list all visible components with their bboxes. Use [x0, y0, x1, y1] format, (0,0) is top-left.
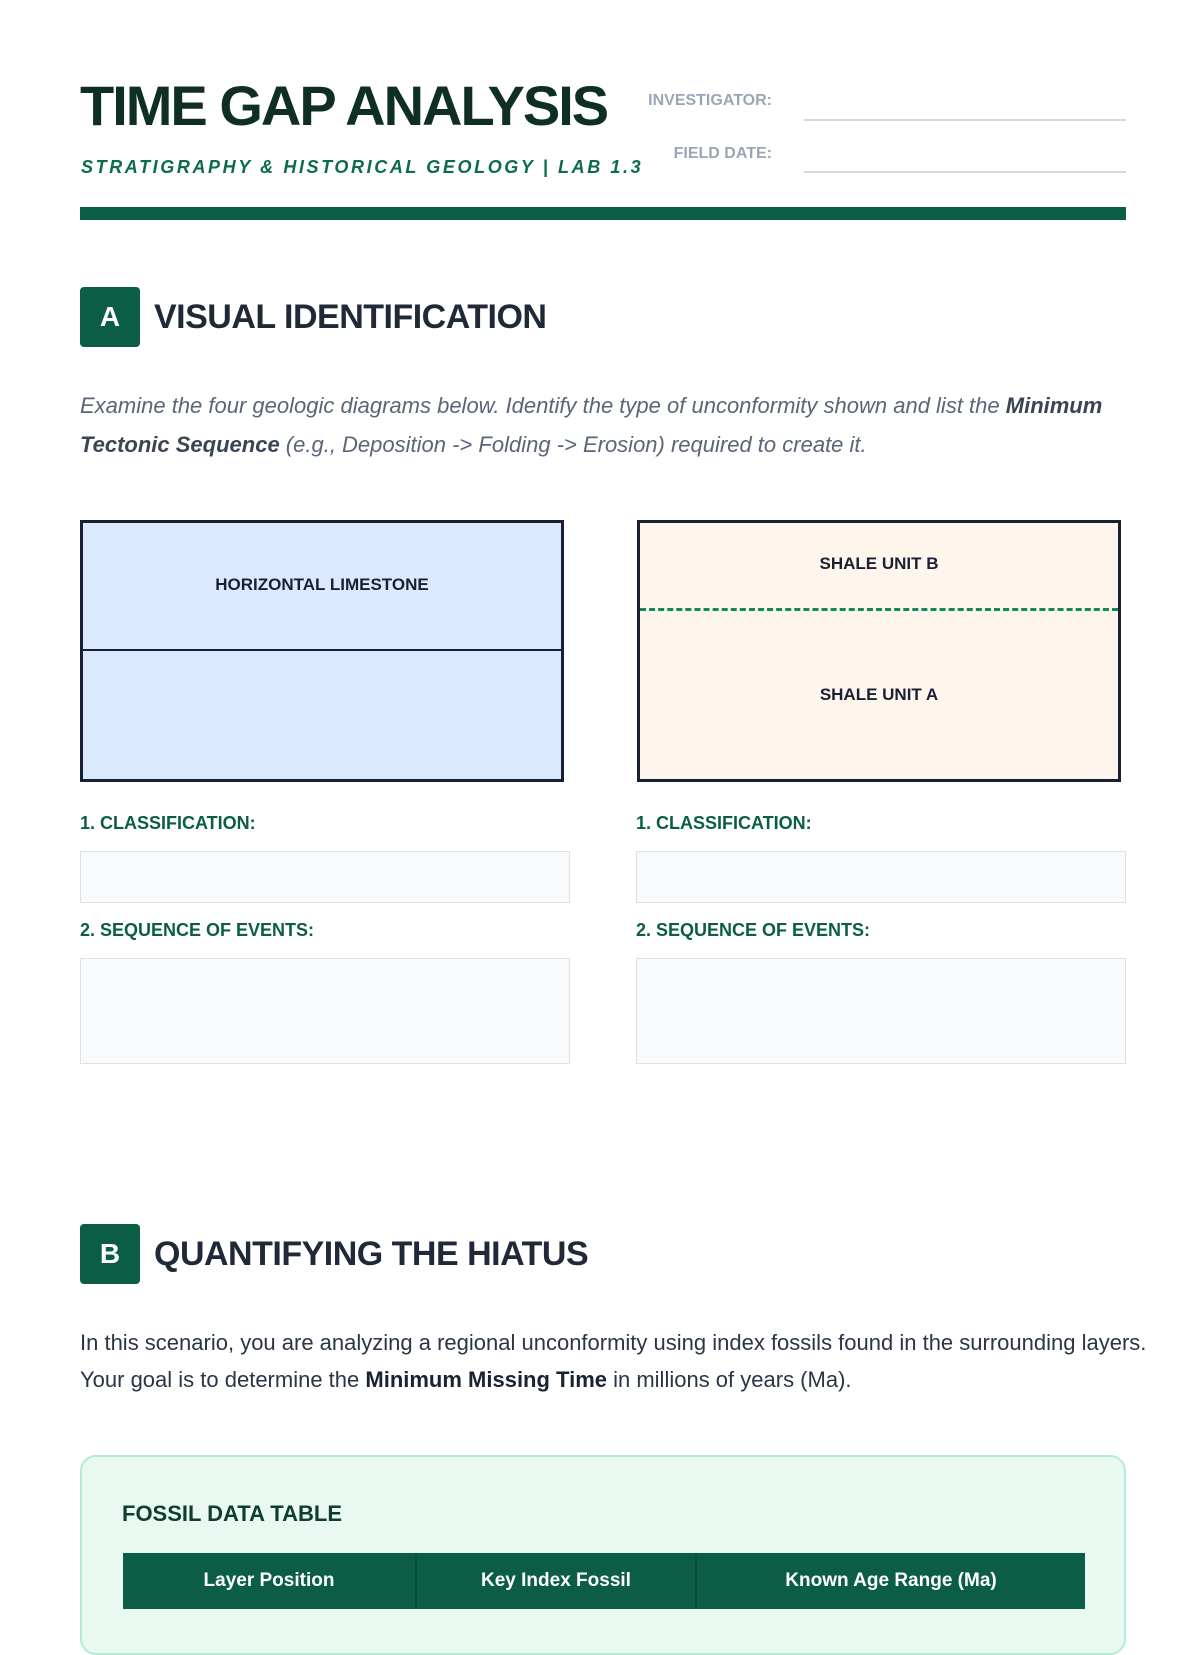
sequence-label-1: 2. SEQUENCE OF EVENTS: [80, 920, 315, 940]
diagram-label-shale-b: SHALE UNIT B [819, 554, 939, 573]
diagram-shale-units [637, 520, 1121, 782]
description-text-1: In this scenario, you are analyzing a regional unconformity using index fossils found in the surrounding layers. Your goal is to determine the [80, 1330, 1147, 1392]
fossil-table-title: FOSSIL DATA TABLE [122, 1501, 342, 1526]
classification-input-2[interactable] [636, 851, 1126, 903]
diagram-label-shale-a: SHALE UNIT A [819, 685, 939, 704]
section-a-title: VISUAL IDENTIFICATION [154, 297, 547, 336]
instructions-bold: Minimum Tectonic Sequence [80, 393, 1103, 457]
instructions-text-1: Examine the four geologic diagrams below. Identify the type of unconformity shown and list the [80, 393, 1006, 418]
section-b-header [80, 1224, 588, 1284]
section-b-description [80, 1324, 1160, 1398]
classification-label-1: 1. CLASSIFICATION: [80, 813, 256, 833]
sequence-input-2[interactable] [636, 958, 1126, 1064]
col-header-age-range: Known Age Range (Ma) [696, 1553, 1085, 1609]
sequence-label-2: 2. SEQUENCE OF EVENTS: [636, 920, 871, 940]
col-header-layer-position: Layer Position [123, 1553, 416, 1609]
field-date-field[interactable] [804, 171, 1126, 173]
sequence-input-1[interactable] [80, 958, 570, 1064]
description-bold: Minimum Missing Time [365, 1367, 607, 1392]
section-a-instructions [80, 386, 1140, 464]
col-header-index-fossil: Key Index Fossil [416, 1553, 696, 1609]
diagram-horizontal-limestone [80, 520, 564, 782]
classification-label-2: 1. CLASSIFICATION: [636, 813, 812, 833]
section-a-header [80, 287, 546, 347]
classification-input-1[interactable] [80, 851, 570, 903]
instructions-text-2: (e.g., Deposition -> Folding -> Erosion) required to create it. [279, 432, 867, 457]
section-b-title: QUANTIFYING THE HIATUS [154, 1234, 589, 1273]
table-header-row [123, 1553, 1085, 1609]
fossil-data-table [123, 1553, 1085, 1609]
unconformity-contact-line [83, 649, 561, 651]
dashed-contact-line [640, 608, 1118, 611]
section-a-badge: A [80, 287, 140, 347]
field-date-label: FIELD DATE: [673, 145, 772, 162]
fossil-data-card [80, 1455, 1126, 1655]
page-subtitle: STRATIGRAPHY & HISTORICAL GEOLOGY | LAB 1.3 [81, 157, 644, 177]
page-title: TIME GAP ANALYSIS [80, 74, 608, 137]
header-divider [80, 207, 1126, 220]
diagram-label-limestone: HORIZONTAL LIMESTONE [215, 575, 429, 594]
investigator-label: INVESTIGATOR: [648, 92, 772, 109]
description-text-2: in millions of years (Ma). [607, 1367, 852, 1392]
investigator-field[interactable] [804, 119, 1126, 121]
section-b-badge: B [80, 1224, 140, 1284]
